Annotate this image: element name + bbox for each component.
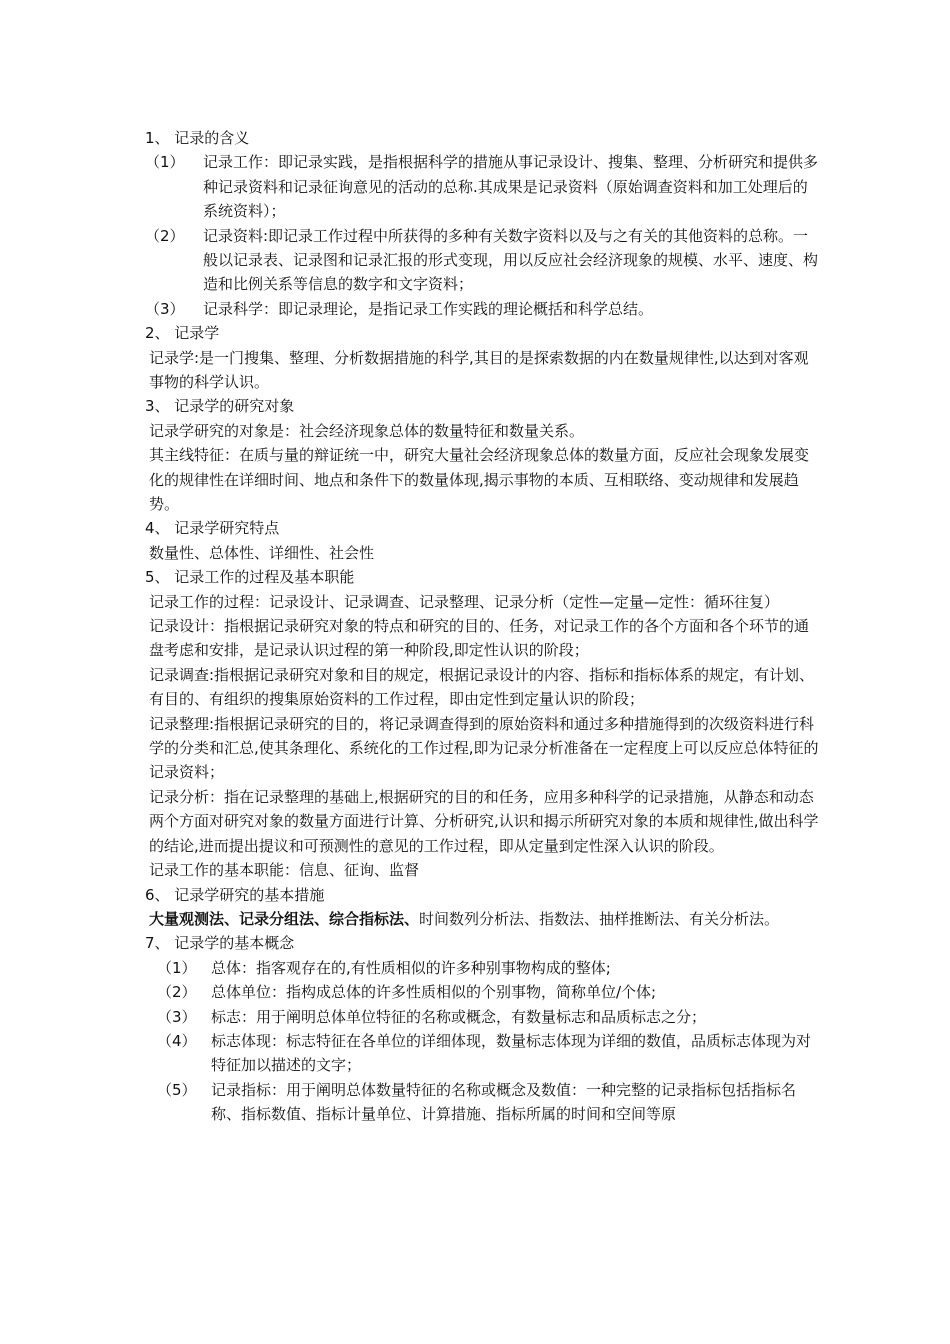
section-6-bold-methods: 大量观测法、记录分组法、综合指标法、 bbox=[149, 909, 420, 928]
section-2-paragraph: 记录学:是一门搜集、整理、分析数据措施的科学,其目的是探索数据的内在数量规律性,以达到对客观事物的科学认识。 bbox=[149, 348, 809, 392]
section-7-item-1 bbox=[145, 956, 820, 980]
section-5-paragraph-5: 记录分析：指在记录整理的基础上,根据研究的目的和任务，应用多种科学的记录措施，从静态和动态两个方面对研究对象的数量方面进行计算、分析研究,认识和揭示所研究对象的本质和规律性,做出科学的结论,进而提出提议和可预测性的意见的工作过程，即从定量到定性深入认识的阶段。 bbox=[149, 787, 819, 855]
item-text: 记录资料:即记录工作过程中所获得的多种有关数字资料以及与之有关的其他资料的总称。一般以记录表、记录图和记录汇报的形式变现，用以反应社会经济现象的规模、水平、速度、构造和比例关系等信息的数字和文字资料； bbox=[203, 226, 819, 294]
section-5-paragraph-6: 记录工作的基本职能：信息、征询、监督 bbox=[149, 861, 420, 880]
section-5-title: 5、 记录工作的过程及基本职能 bbox=[145, 568, 355, 587]
item-text: 标志：用于阐明总体单位特征的名称或概念，有数量标志和品质标志之分； bbox=[211, 1007, 707, 1026]
item-number: （3） bbox=[157, 1007, 197, 1026]
document-content bbox=[145, 126, 820, 1127]
section-7-item-4 bbox=[145, 1029, 820, 1078]
section-1-item-1 bbox=[145, 150, 820, 223]
section-5-paragraph-4: 记录整理:指根据记录研究的目的，将记录调查得到的原始资料和通过多种措施得到的次级资料进行科学的分类和汇总,使其条理化、系统化的工作过程,即为记录分析准备在一定程度上可以反应总体特征的记录资料； bbox=[149, 714, 819, 782]
section-2-title: 2、 记录学 bbox=[145, 324, 220, 343]
section-6-title: 6、 记录学研究的基本措施 bbox=[145, 885, 325, 904]
item-text: 记录科学：即记录理论，是指记录工作实践的理论概括和科学总结。 bbox=[203, 299, 654, 318]
section-7-item-3 bbox=[145, 1005, 820, 1029]
section-3-title: 3、 记录学的研究对象 bbox=[145, 397, 295, 416]
section-4-paragraph: 数量性、总体性、详细性、社会性 bbox=[149, 543, 375, 562]
item-number: （1） bbox=[157, 958, 197, 977]
item-number: （2） bbox=[157, 983, 197, 1002]
item-text: 记录指标：用于阐明总体数量特征的名称或概念及数值：一种完整的记录指标包括指标名称、指标数值、指标计量单位、计算措施、指标所属的时间和空间等原 bbox=[211, 1080, 797, 1124]
section-6-paragraph bbox=[145, 907, 820, 931]
section-7-item-5 bbox=[145, 1078, 820, 1127]
section-7-item-2 bbox=[145, 980, 820, 1004]
section-3-paragraph-2: 其主线特征：在质与量的辩证统一中，研究大量社会经济现象总体的数量方面，反应社会现象发展变化的规律性在详细时间、地点和条件下的数量体现,揭示事物的本质、互相联络、变动规律和发展趋势。 bbox=[149, 446, 810, 514]
section-4-title: 4、 记录学研究特点 bbox=[145, 519, 280, 538]
section-3-paragraph-1: 记录学研究的对象是：社会经济现象总体的数量特征和数量关系。 bbox=[149, 421, 585, 440]
item-text: 记录工作：即记录实践，是指根据科学的措施从事记录设计、搜集、整理、分析研究和提供多种记录资料和记录征询意见的活动的总称.其成果是记录资料（原始调查资料和加工处理后的系统资料）； bbox=[203, 153, 819, 221]
section-5-paragraph-2: 记录设计：指根据记录研究对象的特点和研究的目的、任务，对记录工作的各个方面和各个环节的通盘考虑和安排，是记录认识过程的第一种阶段,即定性认识的阶段； bbox=[149, 617, 810, 660]
item-number: （5） bbox=[157, 1080, 197, 1099]
section-5-paragraph-1: 记录工作的过程：记录设计、记录调查、记录整理、记录分析（定性—定量—定性：循环往复） bbox=[149, 592, 780, 611]
section-1-item-2 bbox=[145, 224, 820, 297]
section-6-other-methods: 时间数列分析法、指数法、抽样推断法、有关分析法。 bbox=[419, 909, 780, 928]
section-5-paragraph-3: 记录调查:指根据记录研究对象和目的规定，根据记录设计的内容、指标和指标体系的规定，有计划、有目的、有组织的搜集原始资料的工作过程，即由定性到定量认识的阶段； bbox=[149, 665, 815, 709]
item-number: （3） bbox=[145, 299, 185, 318]
section-7-title: 7、 记录学的基本概念 bbox=[145, 934, 295, 953]
item-text: 标志体现：标志特征在各单位的详细体现，数量标志体现为详细的数值，品质标志体现为对特征加以描述的文字； bbox=[211, 1031, 812, 1075]
item-text: 总体：指客观存在的,有性质相似的许多种别事物构成的整体; bbox=[211, 958, 611, 977]
item-number: （1） bbox=[145, 153, 185, 172]
item-number: （2） bbox=[145, 226, 185, 245]
section-1-item-3 bbox=[145, 297, 820, 321]
section-1-title: 1、 记录的含义 bbox=[145, 129, 250, 147]
item-text: 总体单位：指构成总体的许多性质相似的个别事物，简称单位/个体; bbox=[211, 983, 657, 1002]
item-number: （4） bbox=[157, 1031, 197, 1050]
